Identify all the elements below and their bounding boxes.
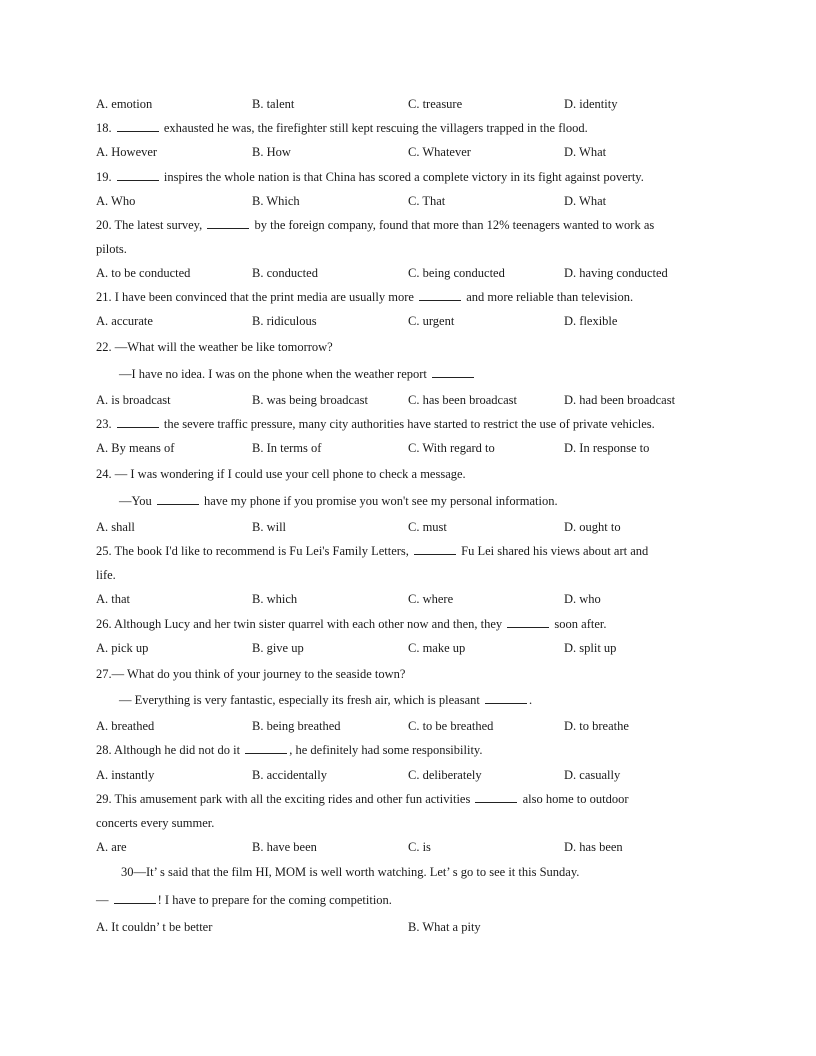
- q25-stem-cont: [96, 567, 721, 583]
- q28-stem: [96, 742, 721, 758]
- q27-line1: [96, 666, 721, 682]
- question-text-post: by the foreign company, found that more than 12% teenagers wanted to work as: [254, 218, 655, 232]
- question-text-pre: —: [96, 893, 109, 907]
- question-text: 24. — I was wondering if I could use your cell phone to check a message.: [96, 467, 466, 481]
- question-text-post: and more reliable than television.: [466, 290, 634, 304]
- option-d: D. having conducted: [564, 266, 668, 280]
- question-text-pre: —You: [119, 494, 152, 508]
- question-text-pre: 20. The latest survey,: [96, 218, 203, 232]
- question-text: 22. —What will the weather be like tomorrow?: [96, 340, 333, 354]
- option-d: D. has been: [564, 840, 623, 854]
- question-text-post: have my phone if you promise you won't see my personal information.: [204, 494, 558, 508]
- option-c: C. That: [408, 194, 446, 208]
- q19-stem: [96, 169, 721, 185]
- option-a: A. instantly: [96, 768, 155, 782]
- question-text: 27.— What do you think of your journey to the seaside town?: [96, 667, 406, 681]
- question-text-cont: concerts every summer.: [96, 816, 215, 830]
- option-d: D. In response to: [564, 441, 650, 455]
- option-b: B. will: [252, 520, 287, 534]
- q29-stem: [96, 791, 721, 807]
- question-text: the severe traffic pressure, many city authorities have started to restrict the use of private vehicles.: [163, 417, 655, 431]
- question-number: 23.: [96, 417, 112, 431]
- option-b: B. talent: [252, 97, 295, 111]
- q22-line2: [119, 366, 744, 382]
- option-d: D. had been broadcast: [564, 393, 676, 407]
- option-a: A. is broadcast: [96, 393, 171, 407]
- answer-blank: [117, 416, 159, 428]
- option-c: C. must: [408, 520, 447, 534]
- option-a: A. that: [96, 592, 131, 606]
- question-text-post: also home to outdoor: [522, 792, 629, 806]
- option-b: B. which: [252, 592, 298, 606]
- option-b: B. conducted: [252, 266, 318, 280]
- question-text-cont: life.: [96, 568, 116, 582]
- q20-stem-cont: [96, 241, 721, 257]
- answer-blank: [207, 217, 249, 229]
- answer-blank: [432, 366, 474, 378]
- option-a: A. It couldn’ t be better: [96, 920, 213, 934]
- answer-blank: [114, 892, 156, 904]
- question-text-pre: 29. This amusement park with all the exciting rides and other fun activities: [96, 792, 471, 806]
- question-text-post: soon after.: [554, 617, 607, 631]
- option-a: A. shall: [96, 520, 135, 534]
- question-number: 18.: [96, 121, 112, 135]
- answer-blank: [475, 791, 517, 803]
- question-text-pre: 25. The book I'd like to recommend is Fu Lei's Family Letters,: [96, 544, 409, 558]
- option-d: D. to breathe: [564, 719, 629, 733]
- question-text-post: ! I have to prepare for the coming competition.: [157, 893, 392, 907]
- question-text: exhausted he was, the firefighter still kept rescuing the villagers trapped in the flood.: [163, 121, 588, 135]
- option-b: B. give up: [252, 641, 304, 655]
- option-a: A. breathed: [96, 719, 155, 733]
- option-a: A. are: [96, 840, 127, 854]
- answer-blank: [117, 169, 159, 181]
- option-d: D. casually: [564, 768, 621, 782]
- option-c: C. deliberately: [408, 768, 482, 782]
- option-c: C. to be breathed: [408, 719, 494, 733]
- option-d: D. What: [564, 145, 607, 159]
- q25-stem: [96, 543, 721, 559]
- option-a: A. accurate: [96, 314, 153, 328]
- answer-blank: [117, 120, 159, 132]
- option-b: B. have been: [252, 840, 317, 854]
- option-b: B. In terms of: [252, 441, 322, 455]
- question-text-pre: 28. Although he did not do it: [96, 743, 241, 757]
- option-b: B. ridiculous: [252, 314, 317, 328]
- option-b: B. Which: [252, 194, 300, 208]
- question-text: inspires the whole nation is that China has scored a complete victory in its fight against poverty.: [163, 170, 644, 184]
- option-b: B. was being broadcast: [252, 393, 368, 407]
- answer-blank: [507, 616, 549, 628]
- option-c: C. With regard to: [408, 441, 495, 455]
- option-a: A. However: [96, 145, 158, 159]
- option-c: C. urgent: [408, 314, 455, 328]
- option-a: A. emotion: [96, 97, 153, 111]
- option-a: A. By means of: [96, 441, 175, 455]
- q24-line1: [96, 466, 721, 482]
- option-c: C. has been broadcast: [408, 393, 517, 407]
- option-c: C. Whatever: [408, 145, 471, 159]
- question-text-pre: 21. I have been convinced that the print media are usually more: [96, 290, 414, 304]
- q30-line1: [121, 864, 746, 880]
- q29-stem-cont: [96, 815, 721, 831]
- q18-stem: [96, 120, 721, 136]
- q21-stem: [96, 289, 721, 305]
- q22-line1: [96, 339, 721, 355]
- option-a: A. to be conducted: [96, 266, 191, 280]
- question-text: —I have no idea. I was on the phone when the weather report: [119, 367, 427, 381]
- option-c: C. where: [408, 592, 454, 606]
- q26-stem: [96, 616, 721, 632]
- option-c: C. treasure: [408, 97, 463, 111]
- q20-stem: [96, 217, 721, 233]
- option-d: D. who: [564, 592, 601, 606]
- option-b: B. accidentally: [252, 768, 327, 782]
- question-text-cont: pilots.: [96, 242, 127, 256]
- question-text-pre: 26. Although Lucy and her twin sister quarrel with each other now and then, they: [96, 617, 503, 631]
- question-number: 19.: [96, 170, 112, 184]
- answer-blank: [419, 289, 461, 301]
- question-text: 30—It’ s said that the film HI, MOM is well worth watching. Let’ s go to see it this Sunday.: [121, 865, 580, 879]
- q23-stem: [96, 416, 721, 432]
- option-a: A. pick up: [96, 641, 149, 655]
- question-text-pre: — Everything is very fantastic, especially its fresh air, which is pleasant: [119, 693, 480, 707]
- answer-blank: [245, 742, 287, 754]
- q24-line2: [119, 493, 744, 509]
- option-b: B. being breathed: [252, 719, 341, 733]
- question-text-post: , he definitely had some responsibility.: [289, 743, 483, 757]
- question-text-post: Fu Lei shared his views about art and: [461, 544, 649, 558]
- option-d: D. split up: [564, 641, 617, 655]
- option-a: A. Who: [96, 194, 136, 208]
- answer-blank: [414, 543, 456, 555]
- option-d: D. What: [564, 194, 607, 208]
- option-b: B. What a pity: [408, 920, 481, 934]
- option-c: C. make up: [408, 641, 466, 655]
- option-d: D. identity: [564, 97, 618, 111]
- answer-blank: [485, 692, 527, 704]
- q30-line2: [96, 892, 721, 908]
- answer-blank: [157, 493, 199, 505]
- option-d: D. ought to: [564, 520, 621, 534]
- option-c: C. being conducted: [408, 266, 505, 280]
- option-b: B. How: [252, 145, 291, 159]
- option-c: C. is: [408, 840, 431, 854]
- q27-line2: [119, 692, 744, 708]
- option-d: D. flexible: [564, 314, 618, 328]
- question-text-post: .: [528, 693, 533, 707]
